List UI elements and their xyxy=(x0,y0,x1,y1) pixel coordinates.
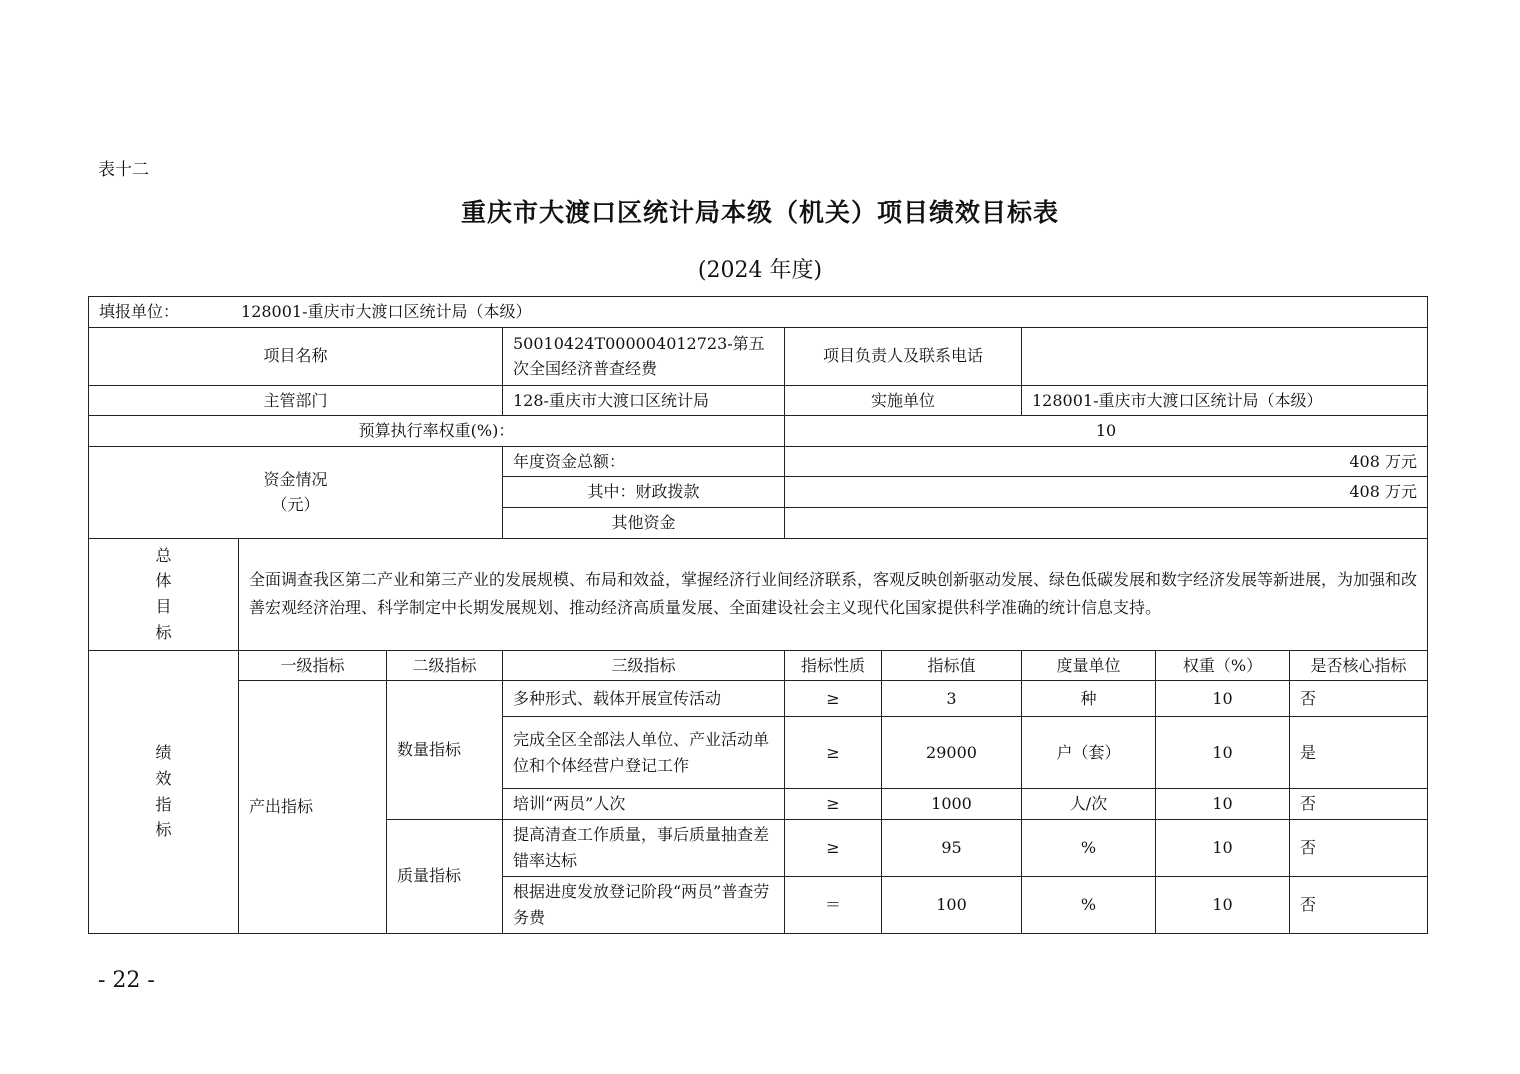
level3-indicator: 多种形式、载体开展宣传活动 xyxy=(503,681,785,717)
other-funds-value xyxy=(785,507,1428,538)
indicator-unit: 人/次 xyxy=(1022,789,1156,820)
budget-weight-value: 10 xyxy=(785,416,1428,447)
indicator-nature: ≥ xyxy=(785,717,882,789)
indicator-label-char: 绩 xyxy=(155,743,172,763)
indicator-unit: % xyxy=(1022,819,1156,876)
overall-goal-label xyxy=(89,538,239,650)
indicator-nature: ≥ xyxy=(785,819,882,876)
annual-total-label: 年度资金总额： xyxy=(503,446,785,477)
indicator-weight: 10 xyxy=(1156,789,1290,820)
level3-indicator: 培训“两员”人次 xyxy=(503,789,785,820)
col-header: 二级指标 xyxy=(387,650,503,681)
budget-weight-row xyxy=(89,416,1428,447)
indicator-core: 否 xyxy=(1290,681,1428,717)
reporting-unit-value: 128001-重庆市大渡口区统计局（本级） xyxy=(241,302,532,321)
col-header: 指标值 xyxy=(882,650,1022,681)
funds-label-line1: 资金情况 xyxy=(263,469,328,489)
indicator-weight: 10 xyxy=(1156,681,1290,717)
funds-label-line2: （元） xyxy=(271,495,320,515)
impl-unit-value: 128001-重庆市大渡口区统计局（本级） xyxy=(1022,385,1428,416)
indicator-unit: % xyxy=(1022,876,1156,933)
col-header: 三级指标 xyxy=(503,650,785,681)
indicator-unit: 种 xyxy=(1022,681,1156,717)
indicator-value: 3 xyxy=(882,681,1022,717)
indicator-value: 1000 xyxy=(882,789,1022,820)
indicator-label-char: 效 xyxy=(155,769,172,789)
indicator-label-char: 标 xyxy=(155,820,172,840)
indicator-nature: ＝ xyxy=(785,876,882,933)
performance-indicator-label xyxy=(89,650,239,933)
col-header: 一级指标 xyxy=(239,650,387,681)
indicator-value: 29000 xyxy=(882,717,1022,789)
indicator-nature: ≥ xyxy=(785,789,882,820)
project-leader-value xyxy=(1022,327,1428,385)
goal-label-char: 标 xyxy=(155,622,172,642)
indicator-header-row xyxy=(89,650,1428,681)
col-header: 权重（%） xyxy=(1156,650,1290,681)
indicator-core: 是 xyxy=(1290,717,1428,789)
goal-label-char: 目 xyxy=(155,597,172,617)
indicator-unit: 户（套） xyxy=(1022,717,1156,789)
reporting-unit-cell xyxy=(89,297,1428,328)
level1-indicator: 产出指标 xyxy=(239,681,387,934)
impl-unit-label: 实施单位 xyxy=(785,385,1022,416)
project-leader-label: 项目负责人及联系电话 xyxy=(785,327,1022,385)
fiscal-value: 408 万元 xyxy=(785,477,1428,508)
level3-indicator: 根据进度发放登记阶段“两员”普查劳务费 xyxy=(503,876,785,933)
indicator-weight: 10 xyxy=(1156,717,1290,789)
document-subtitle: (2024 年度) xyxy=(697,258,823,283)
table-number: 表十二 xyxy=(98,160,149,180)
level2-indicator: 质量指标 xyxy=(387,819,503,933)
fiscal-label: 其中：财政拨款 xyxy=(503,477,785,508)
indicator-weight: 10 xyxy=(1156,819,1290,876)
project-name-label: 项目名称 xyxy=(89,327,503,385)
dept-row xyxy=(89,385,1428,416)
dept-label: 主管部门 xyxy=(89,385,503,416)
indicator-nature: ≥ xyxy=(785,681,882,717)
indicator-core: 否 xyxy=(1290,789,1428,820)
performance-target-table xyxy=(88,296,1428,934)
document-title: 重庆市大渡口区统计局本级（机关）项目绩效目标表 xyxy=(460,198,1059,227)
dept-value: 128-重庆市大渡口区统计局 xyxy=(503,385,785,416)
project-name-row xyxy=(89,327,1428,385)
other-funds-label: 其他资金 xyxy=(503,507,785,538)
goal-label-char: 总 xyxy=(155,545,172,565)
indicator-label-char: 指 xyxy=(155,794,172,814)
project-name-value: 50010424T000004012723-第五次全国经济普查经费 xyxy=(503,327,785,385)
page-number: - 22 - xyxy=(98,968,155,993)
level2-indicator: 数量指标 xyxy=(387,681,503,820)
budget-weight-label: 预算执行率权重(%)： xyxy=(89,416,785,447)
col-header: 度量单位 xyxy=(1022,650,1156,681)
indicator-weight: 10 xyxy=(1156,876,1290,933)
funds-label xyxy=(89,446,503,538)
annual-total-value: 408 万元 xyxy=(785,446,1428,477)
reporting-unit-row xyxy=(89,297,1428,328)
level3-indicator: 完成全区全部法人单位、产业活动单位和个体经营户登记工作 xyxy=(503,717,785,789)
overall-goal-text: 全面调查我区第二产业和第三产业的发展规模、布局和效益，掌握经济行业间经济联系，客观反映创新驱动发展、绿色低碳发展和数字经济发展等新进展，为加强和改善宏观经济治理、科学制定中长期发展规划、推动经济高质量发展、全面建设社会主义现代化国家提供科学准确的统计信息支持。 xyxy=(239,538,1428,650)
level3-indicator: 提高清查工作质量，事后质量抽查差错率达标 xyxy=(503,819,785,876)
goal-label-char: 体 xyxy=(155,571,172,591)
col-header: 是否核心指标 xyxy=(1290,650,1428,681)
indicator-value: 100 xyxy=(882,876,1022,933)
reporting-unit-label: 填报单位： xyxy=(99,302,180,321)
col-header: 指标性质 xyxy=(785,650,882,681)
funds-total-row xyxy=(89,446,1428,477)
indicator-core: 否 xyxy=(1290,876,1428,933)
indicator-value: 95 xyxy=(882,819,1022,876)
indicator-row xyxy=(89,681,1428,717)
overall-goal-row xyxy=(89,538,1428,650)
indicator-core: 否 xyxy=(1290,819,1428,876)
